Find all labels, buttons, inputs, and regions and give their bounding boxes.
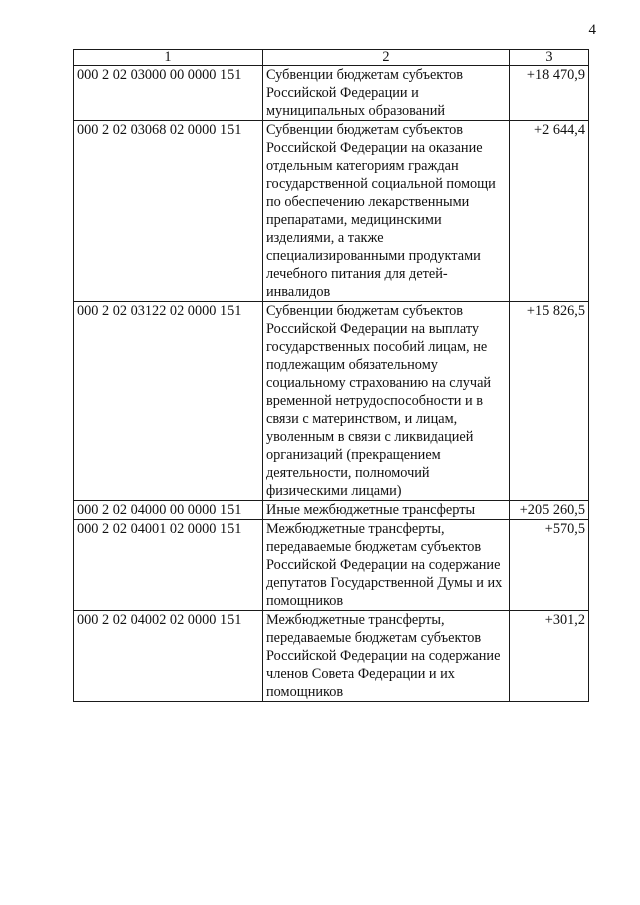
page-number: 4 bbox=[588, 22, 596, 38]
column-header-2: 2 bbox=[263, 50, 510, 66]
amount-cell: +205 260,5 bbox=[510, 501, 589, 520]
amount-cell: +15 826,5 bbox=[510, 302, 589, 501]
budget-code-cell: 000 2 02 04002 02 0000 151 bbox=[74, 611, 263, 702]
amount-cell: +2 644,4 bbox=[510, 121, 589, 302]
table-row bbox=[74, 66, 589, 121]
table-row bbox=[74, 302, 589, 501]
description-cell: Межбюджетные трансферты, передаваемые бюджетам субъектов Российской Федерации на содержание членов Совета Федерации и их помощников bbox=[263, 611, 510, 702]
budget-code-cell: 000 2 02 03068 02 0000 151 bbox=[74, 121, 263, 302]
amount-cell: +301,2 bbox=[510, 611, 589, 702]
table-header-row bbox=[74, 50, 589, 66]
description-cell: Межбюджетные трансферты, передаваемые бюджетам субъектов Российской Федерации на содержание депутатов Государственной Думы и их помощников bbox=[263, 520, 510, 611]
description-cell: Субвенции бюджетам субъектов Российской Федерации на оказание отдельным категориям граждан государственной социальной помощи по обеспечению лекарственными препаратами, медицинскими изделиями, а также специализированными продуктами лечебного питания для детей-инвалидов bbox=[263, 121, 510, 302]
description-cell: Субвенции бюджетам субъектов Российской Федерации и муниципальных образований bbox=[263, 66, 510, 121]
budget-code-cell: 000 2 02 04001 02 0000 151 bbox=[74, 520, 263, 611]
amount-cell: +18 470,9 bbox=[510, 66, 589, 121]
column-header-3: 3 bbox=[510, 50, 589, 66]
budget-table bbox=[73, 49, 589, 702]
table-row bbox=[74, 501, 589, 520]
budget-code-cell: 000 2 02 03000 00 0000 151 bbox=[74, 66, 263, 121]
table-row bbox=[74, 520, 589, 611]
table-row bbox=[74, 121, 589, 302]
column-header-1: 1 bbox=[74, 50, 263, 66]
table-row bbox=[74, 611, 589, 702]
description-cell: Субвенции бюджетам субъектов Российской Федерации на выплату государственных пособий лицам, не подлежащим обязательному социальному страхованию на случай временной нетрудоспособности и в связи с материнством, и лицам, уволенным в связи с ликвидацией организаций (прекращением деятельности, полномочий физическими лицами) bbox=[263, 302, 510, 501]
amount-cell: +570,5 bbox=[510, 520, 589, 611]
budget-code-cell: 000 2 02 03122 02 0000 151 bbox=[74, 302, 263, 501]
budget-code-cell: 000 2 02 04000 00 0000 151 bbox=[74, 501, 263, 520]
description-cell: Иные межбюджетные трансферты bbox=[263, 501, 510, 520]
